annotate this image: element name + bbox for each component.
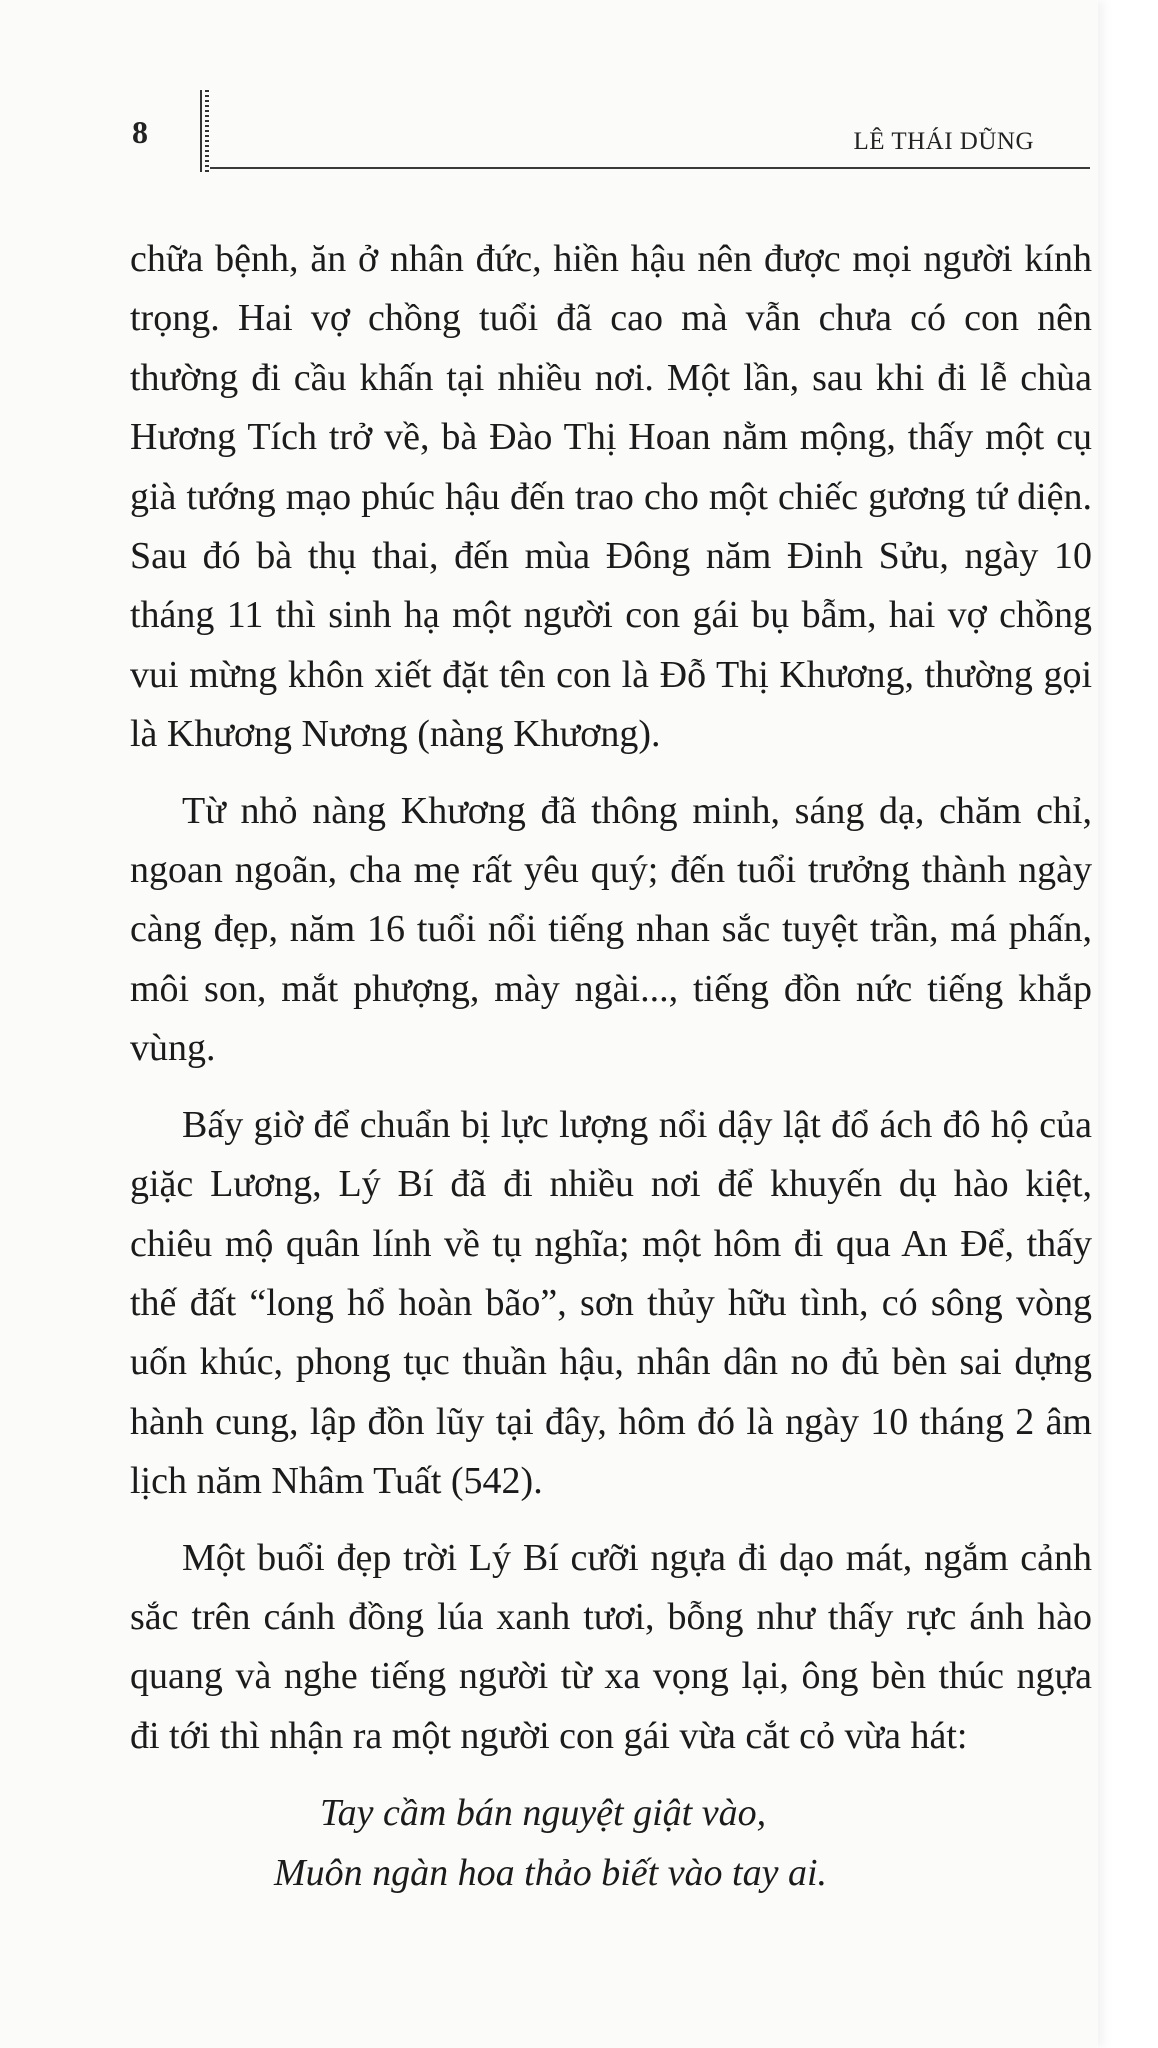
page-number: 8 xyxy=(132,114,148,150)
header-rule xyxy=(210,167,1090,169)
verse-line: Tay cầm bán nguyệt giật vào, xyxy=(320,1792,767,1835)
body-text xyxy=(130,230,1092,1903)
paragraph-3: Bấy giờ để chuẩn bị lực lượng nổi dậy lật đổ ách đô hộ của giặc Lương, Lý Bí đã đi nhiều nơi để khuyến dụ hào kiệt, chiêu mộ quân lính về tụ nghĩa; một hôm đi qua An Để, thấy thế đất “long hổ hoàn bão”, sơn thủy hữu tình, có sông vòng uốn khúc, phong tục thuần hậu, nhân dân no đủ bèn sai dựng hành cung, lập đồn lũy tại đây, hôm đó là ngày 10 tháng 2 âm lịch năm Nhâm Tuất (542). xyxy=(130,1103,1092,1503)
paragraph-4: Một buổi đẹp trời Lý Bí cưỡi ngựa đi dạo mát, ngắm cảnh sắc trên cánh đồng lúa xanh tươi, bỗng như thấy rực ánh hào quang và nghe tiếng người từ xa vọng lại, ông bèn thúc ngựa đi tới thì nhận ra một người con gái vừa cắt cỏ vừa hát: xyxy=(130,1536,1092,1757)
verse-line: Muôn ngàn hoa thảo biết vào tay ai. xyxy=(274,1852,828,1895)
verse-block xyxy=(130,1783,1092,1903)
paragraph-1: chữa bệnh, ăn ở nhân đức, hiền hậu nên được mọi người kính trọng. Hai vợ chồng tuổi đã cao mà vẫn chưa có con nên thường đi cầu khấn tại nhiều nơi. Một lần, sau khi đi lễ chùa Hương Tích trở về, bà Đào Thị Hoan nằm mộng, thấy một cụ già tướng mạo phúc hậu đến trao cho một chiếc gương tứ diện. Sau đó bà thụ thai, đến mùa Đông năm Đinh Sửu, ngày 10 tháng 11 thì sinh hạ một người con gái bụ bẫm, hai vợ chồng vui mừng khôn xiết đặt tên con là Đỗ Thị Khương, thường gọi là Khương Nương (nàng Khương). xyxy=(130,238,1092,756)
paragraph-2: Từ nhỏ nàng Khương đã thông minh, sáng dạ, chăm chỉ, ngoan ngoãn, cha mẹ rất yêu quý; đến tuổi trưởng thành ngày càng đẹp, năm 16 tuổi nổi tiếng nhan sắc tuyệt trần, má phấn, môi son, mắt phượng, mày ngài..., tiếng đồn nức tiếng khắp vùng. xyxy=(130,789,1092,1070)
header-ornament xyxy=(200,90,212,172)
running-head-author: LÊ THÁI DŨNG xyxy=(853,128,1034,155)
